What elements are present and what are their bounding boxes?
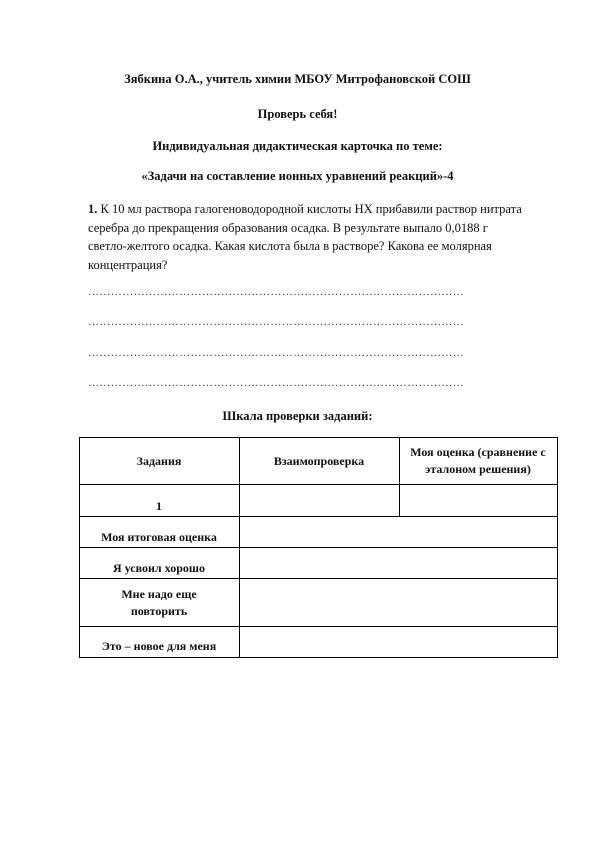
- header-tasks: Задания: [136, 453, 182, 468]
- row-final-grade-cell[interactable]: [240, 517, 556, 547]
- row-new-for-me-cell[interactable]: [240, 627, 556, 657]
- task-row-peer-check-cell[interactable]: [240, 485, 398, 516]
- row-learned-well-cell[interactable]: [240, 548, 556, 578]
- row-need-repeat-label: Мне надо еще повторить: [121, 586, 197, 618]
- answer-line-2[interactable]: ………………………………………………………………………………………: [88, 316, 465, 328]
- author-line: Зябкина О.А., учитель химии МБОУ Митрофановской СОШ: [124, 72, 471, 86]
- row-learned-well-label: Я усвоил хорошо: [112, 560, 205, 575]
- scale-title: Шкала проверки заданий:: [222, 409, 373, 423]
- answer-line-4[interactable]: ………………………………………………………………………………………: [88, 377, 465, 389]
- task-row-number: 1: [156, 499, 162, 513]
- card-title: Индивидуальная дидактическая карточка по теме:: [152, 139, 443, 153]
- task-1: [88, 200, 528, 274]
- row-new-for-me-label: Это – новое для меня: [101, 638, 217, 653]
- task-row-my-grade-cell[interactable]: [400, 485, 556, 516]
- header-my-grade: Моя оценка (сравнение с эталоном решения): [410, 445, 546, 476]
- header-peer-check: Взаимопроверка: [273, 453, 365, 468]
- scale-table: [79, 437, 557, 657]
- task-number: 1.: [88, 202, 98, 216]
- task-text: К 10 мл раствора галогеноводородной кислоты НХ прибавили раствор нитрата серебра до прекращения образования осадка. В результате выпало 0,0188 г светло-желтого осадка. Какая кислота была в растворе? Какова ее молярная концентрация?: [88, 202, 522, 272]
- check-yourself-title: Проверь себя!: [257, 107, 338, 121]
- row-final-grade-label: Моя итоговая оценка: [101, 529, 217, 544]
- answer-line-1[interactable]: ………………………………………………………………………………………: [88, 286, 465, 298]
- topic-title: «Задачи на составление ионных уравнений реакций»-4: [141, 169, 454, 183]
- row-need-repeat-cell[interactable]: [240, 579, 556, 626]
- answer-line-3[interactable]: ………………………………………………………………………………………: [88, 347, 465, 359]
